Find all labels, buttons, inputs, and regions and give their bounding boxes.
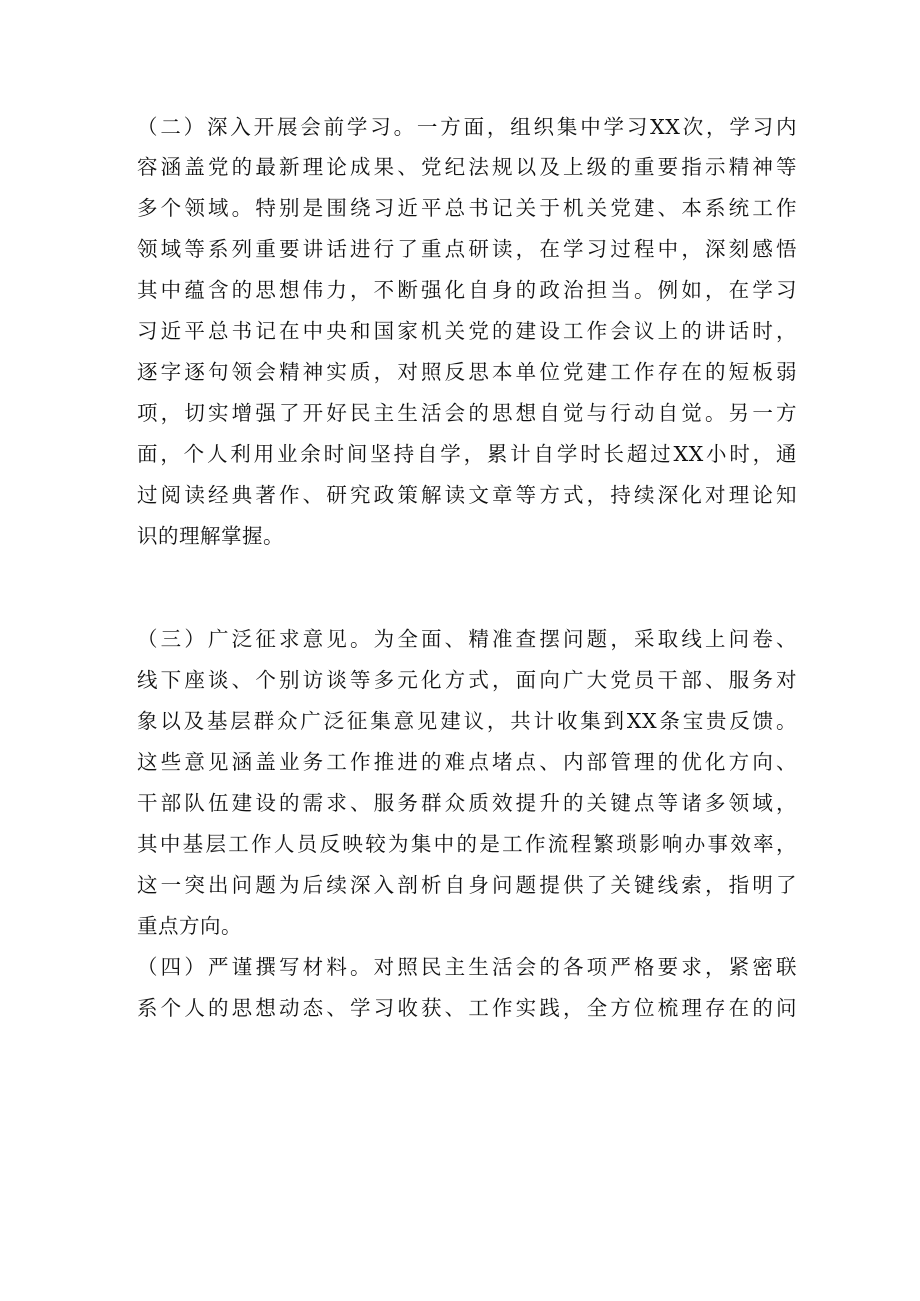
text-line: （二）深入开展会前学习。一方面，组织集中学习XX次，学习内: [137, 115, 797, 139]
text-line: 多个领域。特别是围绕习近平总书记关于机关党建、本系统工作: [137, 196, 797, 220]
text-line: 系个人的思想动态、学习收获、工作实践，全方位梳理存在的问: [137, 996, 797, 1020]
text-line: 这些意见涵盖业务工作推进的难点堵点、内部管理的优化方向、: [137, 750, 797, 774]
text-line: 过阅读经典著作、研究政策解读文章等方式，持续深化对理论知: [137, 483, 797, 507]
text-line: 这一突出问题为后续深入剖析自身问题提供了关键线索，指明了: [137, 873, 797, 897]
text-line: 习近平总书记在中央和国家机关党的建设工作会议上的讲话时，: [137, 319, 797, 343]
text-line: 线下座谈、个别访谈等多元化方式，面向广大党员干部、服务对: [137, 668, 797, 692]
text-line: 项，切实增强了开好民主生活会的思想自觉与行动自觉。另一方: [137, 401, 797, 425]
text-line: 逐字逐句领会精神实质，对照反思本单位党建工作存在的短板弱: [137, 360, 797, 384]
text-line: （四）严谨撰写材料。对照民主生活会的各项严格要求，紧密联: [137, 955, 797, 979]
text-line: 干部队伍建设的需求、服务群众质效提升的关键点等诸多领域，: [137, 791, 797, 815]
text-line: （三）广泛征求意见。为全面、精准查摆问题，采取线上问卷、: [137, 627, 797, 651]
text-line: 领域等系列重要讲话进行了重点研读，在学习过程中，深刻感悟: [137, 237, 797, 261]
text-line: 其中蕴含的思想伟力，不断强化自身的政治担当。例如，在学习: [137, 278, 797, 302]
text-line: 面，个人利用业余时间坚持自学，累计自学时长超过XX小时，通: [137, 442, 797, 466]
text-line: 容涵盖党的最新理论成果、党纪法规以及上级的重要指示精神等: [137, 155, 797, 179]
text-line: 重点方向。: [137, 914, 242, 938]
text-line: 其中基层工作人员反映较为集中的是工作流程繁琐影响办事效率，: [137, 832, 797, 856]
text-line: 识的理解掌握。: [137, 524, 284, 548]
text-line: 象以及基层群众广泛征集意见建议，共计收集到XX条宝贵反馈。: [137, 709, 797, 733]
